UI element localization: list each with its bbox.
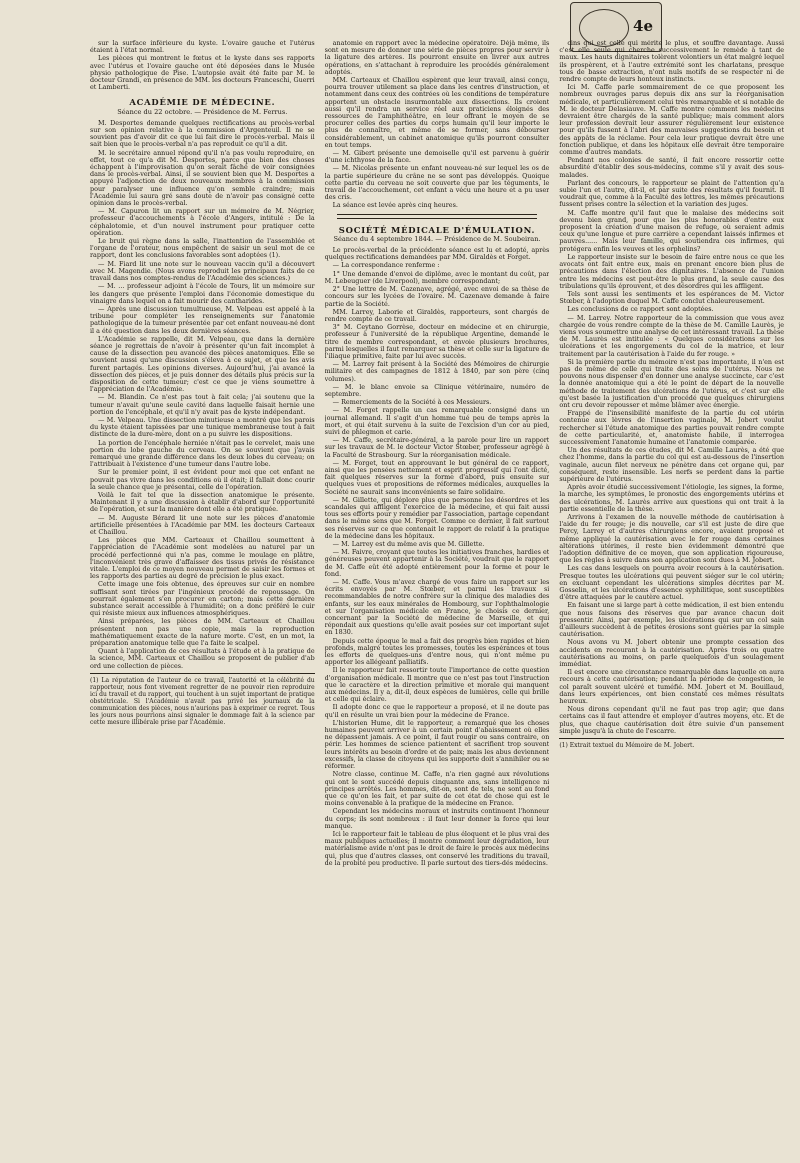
paragraph: — M. Gillette, qui déplore plus que personne les désordres et les scandales qui affligent l'exercice de la médecine, et qui fait aussi tous ses efforts pour y remédier par l'association, partage cependant dans le même sens que M. Forget. Comme ce dernier, il fait surtout ses réserves sur ce que contenait le rapport de relatif à la pratique de la médecine dans les hôpitaux. (324, 495, 550, 540)
section-meta-academie: Séance du 22 octobre. — Présidence de M. Ferrus. (117, 107, 288, 116)
paragraph: — M. Larrey. Notre rapporteur de la commission que vous avez chargée de vous rendre compte de la thèse de M. Camille Laurès, je viens vous soumettre une analyse de cet intéressant travail. La thèse de M. Laurès est intitulée : « Quelques considérations sur les ulcérations et les engorgements du col de la matrice, et leur traitement par la cautérisation à l'aide du fer rouge. » (559, 313, 785, 358)
paragraph: — M. Caffe. Vous m'avez chargé de vous faire un rapport sur les écrits envoyés par M. Stœber, et parmi les travaux si recommandables de notre confrère sur la clinique des maladies des enfants, sur les eaux minérales de Hombourg, sur l'ophthalmologie et sur l'organisation médicale en France, je choisis ce dernier, concernant par la Société de médecine de Marseille, et qui répondait aux questions qu'elle avait posées sur cet important sujet en 1830. (324, 578, 550, 637)
paragraph: Les conclusions de ce rapport sont adoptées. (567, 305, 714, 314)
paragraph: 3° M. Ceytano Gorrèse, docteur en médecine et en chirurgie, professeur à l'université de la république Argentine, demande le titre de membre correspondant, et envoie plusieurs brochures, parmi lesquelles il faut remarquer sa thèse et celle sur la ligature de l'iliaque primitive, faite par lui avec succès. (324, 323, 550, 360)
paragraph: cins qui est celle qui mérite le plus, et souffre davantage. Aussi c'est elle seule qui cherche successivement le remède à tant de maux. Les hauts dignitaires tolèrent volontiers un état malgré lequel ils prospèrent, et à l'autre extrémité sont les charlatans, presque tous de basse extraction, n'ont nuls motifs de se respecter ni de rendre compte de leurs honteux instincts. (559, 40, 785, 84)
paragraph: — M. Faivre, croyant que toutes les initiatives franches, hardies et généreuses peuvent appartenir à la Société, voudrait que le rapport de M. Caffe eût été adopté entièrement pour la forme et pour le fond. (324, 548, 550, 578)
column-2 (325, 40, 550, 1150)
paragraph: Les cas dans lesquels on pourra avoir recours à la cautérisation. Presque toutes les ulcérations qui peuvent siéger sur le col utérin; en excluant cependant les ulcérations simples décrites par M. Gosselin, et les ulcérations d'essence syphilitique, sont susceptibles d'être attaquées par le cautère actuel. (559, 564, 785, 602)
paragraph: La portion de l'encéphale herniée n'était pas le cervelet, mais une portion du lobe gauche du cerveau. On se souvient que j'avais remarqué une grande différence dans les deux lobes du cerveau; on l'attribuait à l'existence d'une tumeur dans l'autre lobe. (90, 438, 315, 469)
paragraph: — M. Fiard lit une note sur le nouveau vaccin qu'il a découvert avec M. Magendie. (Nous avons reproduit les principaux faits de ce travail dans nos comptes-rendus de l'Académie des sciences.) (90, 259, 315, 283)
column-1-intro (90, 40, 315, 91)
column-2-body (325, 40, 550, 210)
paragraph: — M. Gibert présente une demoiselle qu'il est parvenu à guérir d'une ichthyose de la face. (324, 149, 550, 165)
paragraph: Depuis cette époque le mal a fait des progrès bien rapides et bien profonds, malgré toutes les promesses, toutes les espérances et tous les efforts de quelques-uns d'entre nous, qui n'ont même pu apporter les allégeant palliatifs. (324, 636, 550, 667)
paragraph: 1° Une demande d'envoi de diplôme, avec le montant du coût, par M. Lebeuguer (de Liverpool), membre correspondant; (324, 269, 550, 285)
paragraph: — M. Larrey est du même avis que M. Gillette. (332, 540, 485, 548)
footnote-2: (1) Extrait textuel du Mémoire de M. Jobert. (559, 738, 784, 749)
paragraph: L'Académie se rappelle, dit M. Velpeau, que dans la dernière séance je regrettais de n'avoir à présenter qu'un fait incomplet à cause de la dissection peu avancée des pièces anatomiques. Elle se souvient aussi qu'une discussion s'éleva à ce sujet, et que les avis furent partagés. Les opinions diverses. Aujourd'hui, j'ai avancé la dissection des pièces, et je puis donner des détails plus précis sur la disposition de cette tumeur; c'est ce que je viens soumettre à l'appréciation de l'Académie. (90, 334, 315, 394)
paragraph: M. Desportes demande quelques rectifications au procès-verbal sur son opinion relative à la commission d'Argenteuil. Il ne se souvient pas d'avoir dit ce que lui fait dire le procès-verbal. Mais il sait bien que le procès-verbal n'a pas reproduit ce qu'il a dit. (90, 118, 315, 149)
paragraph: — M. Caffe, secrétaire-général, a la parole pour lire un rapport sur les travaux de M. le docteur Victor Stœber, professeur agrégé à la Faculté de Strasbourg. Sur la réorganisation médicale. (324, 436, 550, 459)
paragraph: — La correspondance renferme : (332, 261, 440, 270)
section-divider (337, 214, 538, 219)
paragraph: Il adopte donc ce que le rapporteur a proposé, et il ne doute pas qu'il en résulte un vrai bien pour la médecine de France. (324, 703, 550, 719)
paragraph: Le rapporteur insiste sur le besoin de faire entre nous ce que les avocats ont fait entre eux, mais en prenant encore bien plus de précautions dans l'élection des dignitaires. L'absence de l'union entre les médecins est peut-être le plus grand, la seule cause des tribulations qu'ils éprouvent, et des désordres qui les affligent. (559, 252, 785, 290)
paragraph: Le bruit qui règne dans la salle, l'inattention de l'assemblée et l'organe de l'orateur, nous empêchent de saisir un seul mot de ce rapport, dont les conclusions favorables sont adoptées (1). (90, 237, 315, 260)
paragraph: 2° Une lettre de M. Cazenave, agrégé, avec envoi de sa thèse de concours sur les lycées de l'ovaire. M. Cazenave demande à faire partie de la Société. (324, 285, 550, 308)
paragraph: La séance est levée après cinq heures. (332, 201, 458, 210)
column-3 (559, 40, 784, 1150)
paragraph: Arrivons à l'examen de la nouvelle méthode de cautérisation à l'aide du fer rouge; je dis nouvelle, car s'il est juste de dire que Percy, Larrey et d'autres chirurgiens encore, avaient proposé et même appliqué la cautérisation avec le fer rouge dans certaines altérations utérines, il reste bien évidemment démontré que l'adoption définitive de ce moyen, que son application rigoureuse, que les règles à suivre dans son application sont dues à M. Jobert. (559, 513, 785, 565)
paragraph: MM. Larrey, Laborie et Giraldès, rapporteurs, sont chargés de rendre compte de ce travail. (324, 307, 550, 323)
paragraph: Il est encore une circonstance remarquable dans laquelle on aura recours à cette cautérisation; pendant la période de congestion, le col paraît souvent ulcéré et tuméfié. MM. Jobert et M. Bouillaud, dans leurs expériences, ont bien constaté ces mêmes résultats heureux. (559, 668, 785, 706)
paragraph: M. Caffe montre qu'il faut que le malaise des médecins soit devenu bien grand, pour que les plus honorables d'entre eux proposent la création d'une maison de refuge, où seraient admis ceux qu'une longue et pure carrière a cependant laissés infirmes et pauvres...... Mais leur famille, qui soutiendra ces infirmes, qui protégera enfin les veuves et les orphelins? (559, 208, 785, 253)
paragraph: sur la surface inférieure du kyste. L'ovaire gauche et l'utérus étaient à l'état normal. (90, 40, 315, 55)
paragraph: Les pièces qui montrent le fœtus et le kyste dans ses rapports avec l'utérus et l'ovaire gauche ont été déposées dans le Musée physio pathologique de Pise. L'autopsie avait été faite par M. le docteur Grandi, en présence de MM. les docteurs Franceschi, Guerri et Lamberti. (90, 54, 315, 92)
paragraph: Les pièces que MM. Carteaux et Chaillou soumettent à l'appréciation de l'Académie sont modelées au naturel par un procédé perfectionné qui n'a pas, comme le moulage en plâtre, l'inconvénient très grave d'affaisser des tissus privés de résistance vitale. L'emploi de ce moyen nouveau permet de saisir les formes et les rapports des parties au degré de précision le plus exact. (90, 536, 315, 581)
paragraph: Frappé de l'insensibilité manifeste de la partie du col utérin contenue aux lèvres de l'insertion vaginale, M. Jobert voulut rechercher si l'étude anatomique des parties pouvait rendre compte de cette particularité, et, anatomiste habile, il interrogea successivement l'anatomie humaine et l'anatomie comparée. (559, 409, 785, 446)
stamp-number: 4e (633, 17, 653, 35)
paragraph: Après avoir étudié successivement l'étiologie, les signes, la forme, la marche, les symptômes, le pronostic des engorgements utérins et des ulcérations, M. Laurès arrive aux questions qui ont trait à la partie essentielle de la thèse. (559, 483, 785, 513)
paragraph: Ainsi préparées, les pièces de MM. Carteaux et Chaillou présentent non pas une copie, mais la reproduction mathématiquement exacte de la nature morte. C'est, en un mot, la préparation anatomique telle que l'a faite le scalpel. (90, 617, 315, 648)
paragraph: MM. Carteaux et Chaillou espèrent que leur travail, ainsi conçu, pourra trouver utilement sa place dans les centres d'instruction, et notamment dans ceux des contrées où les conditions de température apportent un obstacle insurmontable aux dissections. Ils croient aussi qu'il rendra un service réel aux praticiens éloignés des ressources de l'amphithéâtre, en leur offrant le moyen de se procurer celles des parties du corps humain qu'il leur importe le plus de connaître, et même de se former, sans débourser considérablement, un cabinet anatomique qu'ils pourront consulter en tout temps. (324, 76, 550, 149)
paragraph: Notre classe, continue M. Caffe, n'a rien gagné aux révolutions qui ont le sont succédé depuis cinquante ans, sans intelligence ni principes arrêtés. Les hommes, dit-on, sont de tels, ne sont au fond que ce qu'on les fait, et par suite de cet état de chose qui est le moins convenable à la pratique de la médecine en France. (324, 770, 550, 808)
paragraph: — M. Blandin. Ce n'est pas tout à fait cela; j'ai soutenu que la tumeur n'avait qu'une seule cavité dans laquelle faisait hernie une portion de l'encéphale, et qu'il n'y avait pas de kyste indépendant. (90, 393, 315, 416)
paragraph: — M. ... professeur adjoint à l'école de Tours, lit un mémoire sur les dangers que présente l'emploi dans l'économie domestique du vinaigre dans lequel on a fait mourir des cantharides. (90, 282, 315, 305)
paragraph: Nous dirons cependant qu'il ne faut pas trop agir; que dans certains cas il faut attendre et employer d'autres moyens, etc. Et de plus, que chaque cautérisation doit être suivie d'un pansement simple jusqu'à la chute de l'escarre. (559, 705, 785, 735)
paragraph: — M. Forget, tout en approuvant le but général de ce rapport, ainsi que les pensées nettement et esprit progressif qui l'ont dicté, fait quelques réserves sur la forme d'abord, puis ensuite sur quelques vues et propositions de réformes médicales, auxquelles la Société ne saurait sans inconvénients se faire solidaire. (324, 458, 550, 496)
paragraph: — M. Forget rappelle un cas remarquable consigné dans un journal allemand. Il s'agit d'un homme tué peu de temps après la mort, et qui était survenu à la suite de l'excision d'un cor au pied, suivi de phlegmon et carie. (324, 406, 550, 436)
paragraph: Sur le premier point, il est évident pour moi que cet enfant ne pouvait pas vivre dans les conditions où il était; il fallait donc courir la seule chance que je présentai, celle de l'opération. (90, 468, 315, 491)
paragraph: L'historien Hume, dit le rapporteur, a remarqué que les choses humaines peuvent arriver à un certain point d'abaissement où elles ne dépassent jamais. A ce point, il faut rougir ou sans contraire, on périr. Les hommes de science patientent et sacrifient trop souvent leurs intérêts au besoin d'ordre et de paix; mais les abus deviennent excessifs, la classe de citoyens qui les supporte doit s'annihiler ou se réformer. (324, 718, 550, 771)
paragraph: — M. Capuron lit un rapport sur un mémoire de M. Négrier, professeur d'accouchements à l'école d'Angers, intitulé : De la céphalotomie, et d'un nouvel instrument pour pratiquer cette opération. (90, 207, 315, 237)
column-1-body (90, 120, 315, 670)
paragraph: — M. le blanc envoie sa Clinique vétérinaire, numéro de septembre. (324, 382, 550, 398)
paragraph: anatomie en rapport avec la médecine opératoire. Déjà même, ils sont en mesure de donner une série de pièces propres pour servir à la ligature des artères. Ils pourront ensuite en livrer aux autres opérations, en s'attachant à reproduire les procédés généralement adoptés. (324, 40, 550, 76)
paragraph: — Après une discussion tumultueuse, M. Velpeau est appelé à la tribune pour compléter les renseignements sur l'anatomie pathologique de la tumeur présentée par cet enfant nouveau-né dont il a été question dans les deux dernières séances. (90, 304, 315, 335)
article-columns (90, 40, 784, 1150)
paragraph: M. le secrétaire annuel répond qu'il n'a pas voulu reproduire, en effet, tout ce qu'a dit M. Desportes, parce que bien des choses échappent à l'improvisation qu'on serait fâché de voir consignées dans le procès-verbal. Ainsi, il se souvient bien que M. Desportes a appuyé l'adjonction de deux nouveaux membres à la commission pour paralyser une influence qu'on semble craindre; mais l'Académie lui saura gré sans doute de n'avoir pas consigné cette opinion dans le procès-verbal. (90, 148, 315, 208)
paragraph: — M. Nicolas présente un enfant nouveau-né sur lequel les os de la partie supérieure du crâne ne se sont pas développés. Quoique cette partie du cerveau ne soit couverte que par les téguments, le travail de l'accouchement, cet enfant a vécu une heure et a pu user des cris. (324, 164, 550, 202)
paragraph: Quant à l'application de ces résultats à l'étude et à la pratique de la science, MM. Carteaux et Chaillou se proposent de publier d'ab ord une collection de pièces. (90, 647, 315, 670)
paragraph: Ici M. Caffe parle sommairement de ce que proposent les nombreux ouvrages parus depuis dix ans sur la réorganisation médicale, et particulièrement celui très remarquable et si notable de M. le docteur Delasiauve. M. Caffe montre comment les médecins devraient être chargés de la santé publique; mais comment alors leur profession devrait leur assurer régulièrement leur existence pour qu'ils fussent à l'abri des mauvaises suggestions du besoin et des appâts de la réclame. Pour cela leur pratique devrait être une fonction publique, et dans les hôpitaux elle devrait être temporaire comme d'autres mandats. (559, 83, 785, 157)
paragraph: Pendant nos colonies de santé, il fait encore ressortir cette absurdité d'établir des sous-médecins, comme s'il y avait des sous-malades. (559, 156, 785, 179)
paragraph: Il le rapporteur fait ressortir toute l'importance de cette question d'organisation médicale. Il montre que ce n'est pas tout l'instruction que le caractère et la direction primitive et morale qui manquent aux médecins. Il y a, dit-il, deux espèces de lumières, celle qui brille et celle qui éclaire. (324, 666, 550, 704)
paragraph: — M. Auguste Bérard lit une note sur les pièces d'anatomie artificielle présentées à l'Académie par MM. les docteurs Carteaux et Chaillou. (90, 513, 315, 536)
paragraph: Parlant des concours, le rapporteur se plaint de l'attention qu'a subie l'un et l'autre, dit-il, et par suite des résultats qu'il fournit. Il voudrait que, comme à la Faculté des lettres, les mêmes précautions fussent prises contre la sélection et la variation des juges. (559, 178, 785, 209)
section-title-societe: SOCIÉTÉ MÉDICALE D'ÉMULATION. (338, 224, 536, 235)
footnote-1: (1) La réputation de l'auteur de ce travail, l'autorité et la célébrité du rapporteur, nous font vivement regretter de ne pouvoir rien reproduire ici du travail et du rapport, qui touchent à un sujet important de pratique obstétricale. Si l'Académie n'avait pas privé les journaux de la communication des pièces, nous n'aurions pas à exprimer ce regret. Tous les jours nous pourrions ainsi signaler le dommage fait à la science par cette mesure illibérale prise par l'Académie. (90, 673, 315, 726)
paragraph: — M. Velpeau. Une dissection minutieuse a montré que les parois du kyste étaient tapissées par une tunique membraneuse tout à fait distincte de la dure-mère, dont on a pu suivre les dispositions. (90, 415, 315, 439)
paragraph: Un des résultats de ces études, dit M. Camille Laurès, a été que chez l'homme, dans la partie du col qui est au-dessous de l'insertion vaginale, aucun filet nerveux ne pénètre dans cet organe qui, par conséquent, reste insensible. Les nerfs se perdent dans la partie supérieure de l'utérus. (559, 446, 785, 483)
paragraph: Tels sont aussi les sentiments et les espérances de M. Victor Stœber, à l'adoption duquel M. Caffe conclut chaleureusement. (559, 289, 785, 306)
section-title-academie: ACADÉMIE DE MÉDECINE. (129, 97, 276, 108)
paragraph: Nous avons vu M. Jobert obtenir une prompte cessation des accidents en recourant à la cautérisation. Après trois ou quatre cautérisations au moins, on parle quelquefois d'un soulagement immédiat. (559, 638, 785, 669)
column-3-body (559, 40, 784, 735)
paragraph: En faisant une si large part à cette médication, il est bien entendu que nous faisons des réserves que par avance chacun doit pressentir. Ainsi, par exemple, les ulcérations qui sur un col sain d'ailleurs succèdent à de petites érosions sont guéries par la simple cautérisation. (559, 601, 785, 639)
paragraph: Cependant les médecins moraux et instruits continuent l'honneur du corps; ils sont nombreux : il faut leur donner la force qui leur manque. (324, 807, 550, 830)
paragraph: Cette image une fois obtenue, des épreuves sur cuir en nombre suffisant sont tirées par l'ingénieux procédé de repoussage. On pourrait également s'en procurer en carton; mais cette dernière substance serait accessible à l'humidité; on a donc préféré le cuir qui résiste mieux aux influences atmosphériques. (90, 580, 315, 618)
paragraph: Si la première partie du mémoire n'est pas importante, il n'en est pas de même de celle qui traite des soins de l'utérus. Nous ne pouvons nous dispenser d'en donner une analyse succincte, car c'est la donnée anatomique qui a été le point de départ de la nouvelle méthode de traitement des ulcérations de l'utérus, et c'est sur elle qu'est basée la justification d'un procédé que quelques chirurgiens ont cru devoir repousser et même blâmer avec énergie. (559, 357, 785, 409)
paragraph: Le procès-verbal de la précédente séance est lu et adopté, après quelques rectifications demandées par MM. Giraldès et Forget. (324, 246, 550, 262)
column-2-body-2 (325, 247, 550, 867)
paragraph: Ici le rapporteur fait le tableau de plus éloquent et le plus vrai des maux publiques actuelles; il montre comment leur dégradation, leur matérialisme avide n'ont pas le droit de faire le procès aux médecins qui, plus que d'autres classes, ont conservé les traditions du travail, de la probité peu productive. Il parle surtout des tiers-dés médecins. (324, 829, 550, 867)
paragraph: — M. Larrey fait présent à la Société des Mémoires de chirurgie militaire et des campagnes de 1812 à 1840, par son père (cinq volumes). (324, 360, 550, 383)
paragraph: — Remerciements de la Société à ces Messieurs. (332, 398, 492, 407)
section-meta-societe: Séance du 4 septembre 1844. — Présidence de M. Soubeiran. (333, 234, 541, 243)
paragraph: Voilà le fait tel que la dissection anatomique le présente. Maintenant il y a une discussion à établir d'abord sur l'opportunité de l'opération, et sur la manière dont elle a été pratiquée. (90, 490, 315, 514)
column-1 (90, 40, 315, 1150)
